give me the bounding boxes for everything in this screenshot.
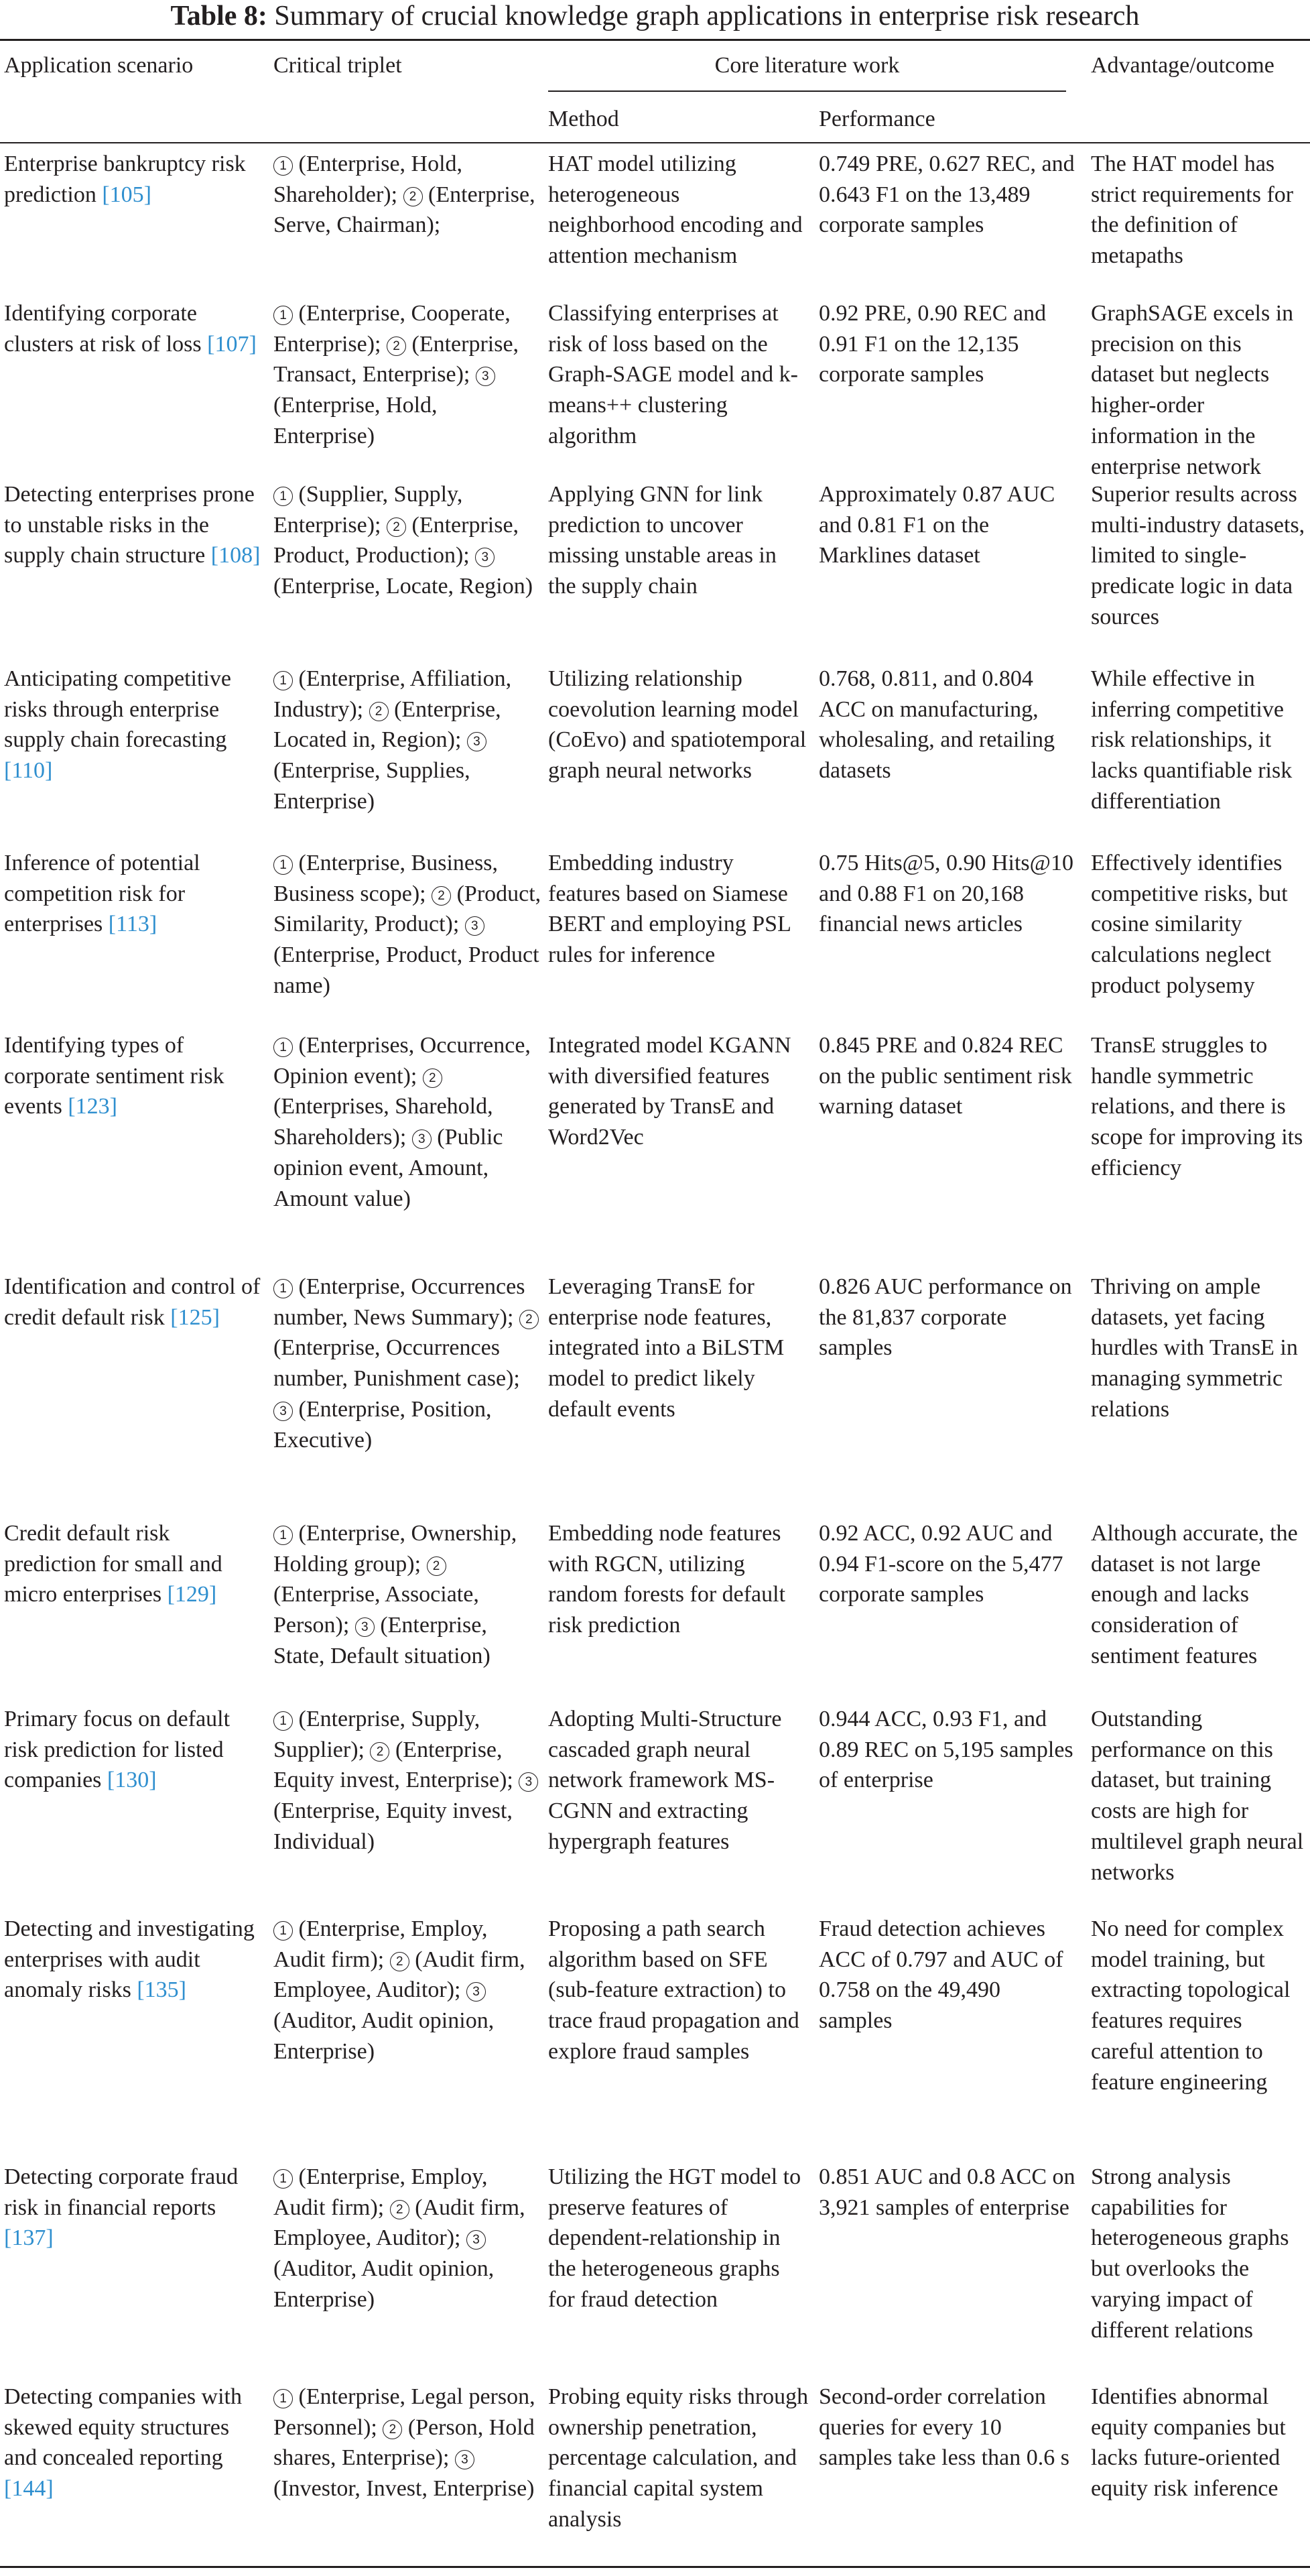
row-performance: Fraud detection achieves ACC of 0.797 and AUC of 0.758 on the 49,490 samples [819,1916,1063,2034]
row-triplets [273,1914,541,2067]
row-outcome: Superior results across multi-industry datasets, limited to single-predicate logic in data sources [1091,482,1305,629]
circled-number: 2 [519,1310,539,1329]
triplet-text: (Enterprises, Occurrence, Opinion event); [273,1033,531,1089]
row-method: Probing equity risks through ownership penetration, percentage calculation, and financial capital system analysis [548,2384,809,2532]
row-triplets [273,1518,541,1672]
circled-number: 1 [273,1711,293,1731]
triplet-text: (Enterprise, Employ, Audit firm); [273,1916,488,1972]
triplet-text: (Enterprise, Employ, Audit firm); [273,2164,488,2220]
table-caption [0,0,1310,34]
triplet-text: (Enterprise, Locate, Region) [273,574,533,599]
header-method: Method [548,107,619,131]
triplet-text: (Enterprise, Position, Executive) [273,1396,492,1453]
triplet-text: (Enterprise, Business, Business scope); [273,851,498,906]
row-outcome: Effectively identifies competitive risks, but cosine similarity calculations neglect product polysemy [1091,851,1288,998]
scenario-text: Detecting corporate fraud risk in financial reports [4,2164,239,2220]
scenario-text: Detecting enterprises prone to unstable risks in the supply chain structure [4,482,255,568]
circled-number: 3 [466,1982,486,2002]
circled-number: 1 [273,1279,293,1298]
triplet-text: (Enterprises, Sharehold, Shareholders); [273,1094,493,1150]
scenario-text: Credit default risk prediction for small and micro enterprises [4,1521,222,1607]
circled-number: 2 [370,1742,389,1762]
circled-number: 2 [369,702,389,721]
triplet-text: (Investor, Invest, Enterprise) [273,2476,535,2502]
row-scenario [4,1518,263,1610]
triplet-text: (Audit firm, Employee, Auditor); [273,1947,525,2003]
scenario-text: Primary focus on default risk prediction for listed companies [4,1707,231,1793]
triplet-text: (Enterprise, Equity invest, Enterprise); [273,1737,513,1793]
scenario-text: Anticipating competitive risks through enterprise supply chain forecasting [4,666,231,753]
scenario-text: Inference of potential competition risk for enterprises [4,851,200,937]
header-bottom-rule [0,142,1310,143]
row-scenario [4,848,263,940]
triplet-text: (Enterprise, State, Default situation) [273,1613,490,1668]
row-method: Proposing a path search algorithm based on SFE (sub-feature extraction) to trace fraud propagation and explore fraud samples [548,1916,799,2064]
row-scenario [4,149,263,210]
circled-number: 1 [273,1526,293,1545]
circled-number: 3 [455,2450,474,2469]
circled-number: 2 [387,336,406,356]
row-scenario [4,1272,263,1333]
row-performance: 0.851 AUC and 0.8 ACC on 3,921 samples of enterprise [819,2164,1075,2220]
triplet-text: (Product, Similarity, Product); [273,881,541,937]
row-performance: 0.749 PRE, 0.627 REC, and 0.643 F1 on the 13,489 corporate samples [819,151,1075,238]
row-outcome: The HAT model has strict requirements for the definition of metapaths [1091,151,1294,269]
row-method: Embedding node features with RGCN, utilizing random forests for default risk prediction [548,1521,786,1638]
row-scenario [4,664,263,786]
row-method: Leveraging TransE for enterprise node features, integrated into a BiLSTM model to predict likely default events [548,1274,785,1422]
row-triplets [273,1030,541,1214]
triplet-text: (Auditor, Audit opinion, Enterprise) [273,2256,495,2312]
circled-number: 2 [383,2420,402,2439]
triplet-text: (Enterprise, Supply, Supplier); [273,1707,480,1762]
reference-link[interactable]: [110] [4,758,53,784]
header-subrule [548,90,1066,92]
row-triplets [273,149,541,241]
header-outcome: Advantage/outcome [1091,53,1274,78]
triplet-text: (Enterprise, Hold, Shareholder); [273,151,463,207]
scenario-text: Identifying corporate clusters at risk of loss [4,301,202,357]
row-method: Integrated model KGANN with diversified features generated by TransE and Word2Vec [548,1033,791,1150]
circled-number: 3 [519,1772,538,1792]
triplet-text: (Public opinion event, Amount, Amount value) [273,1125,503,1211]
row-scenario [4,298,263,359]
row-triplets [273,664,541,817]
triplet-text: (Enterprise, Supplies, Enterprise) [273,758,470,814]
row-outcome: Outstanding performance on this dataset, but training costs are high for multilevel graph neural networks [1091,1707,1304,1885]
row-scenario [4,1914,263,2006]
triplet-text: (Enterprise, Located in, Region); [273,696,501,753]
header-core-literature: Core literature work [714,53,900,78]
circled-number: 1 [273,1921,293,1941]
triplet-text: (Person, Hold shares, Enterprise); [273,2414,535,2471]
circled-number: 3 [467,732,486,751]
top-rule [0,39,1310,41]
row-performance: 0.944 ACC, 0.93 F1, and 0.89 REC on 5,195 samples of enterprise [819,1707,1073,1793]
row-method: Applying GNN for link prediction to uncover missing unstable areas in the supply chain [548,482,777,599]
row-scenario [4,1030,263,1122]
scenario-text: Identifying types of corporate sentiment risk events [4,1033,224,1119]
circled-number: 1 [273,855,293,875]
circled-number: 3 [475,548,495,567]
triplet-text: (Enterprise, Affiliation, Industry); [273,666,512,722]
caption-label: Table 8: [170,1,267,32]
row-outcome: Thriving on ample datasets, yet facing hurdles with TransE in managing symmetric relations [1091,1274,1298,1422]
circled-number: 2 [403,187,423,206]
reference-link[interactable]: [130] [107,1768,157,1793]
row-triplets [273,2162,541,2315]
circled-number: 1 [273,2169,293,2189]
reference-link[interactable]: [113] [108,912,157,937]
triplet-text: (Enterprise, Occurrences number, News Summary); [273,1274,525,1330]
triplet-text: (Supplier, Supply, Enterprise); [273,482,463,538]
reference-link[interactable]: [135] [137,1977,186,2003]
row-performance: Approximately 0.87 AUC and 0.81 F1 on the Marklines dataset [819,482,1055,568]
triplet-text: (Audit firm, Employee, Auditor); [273,2195,525,2251]
triplet-text: (Enterprise, Occurrences number, Punishment case); [273,1335,520,1392]
header-performance: Performance [819,107,935,131]
row-method: Classifying enterprises at risk of loss based on the Graph-SAGE model and k-means++ clustering algorithm [548,301,798,448]
header-scenario: Application scenario [4,53,194,78]
triplet-text: (Enterprise, Serve, Chairman); [273,182,535,238]
circled-number: 3 [355,1617,375,1637]
row-triplets [273,479,541,602]
scenario-text: Identification and control of credit default risk [4,1274,261,1330]
row-triplets [273,1272,541,1455]
row-triplets [273,1704,541,1857]
triplet-text: (Auditor, Audit opinion, Enterprise) [273,2008,495,2064]
circled-number: 3 [466,2230,486,2250]
triplet-text: (Enterprise, Ownership, Holding group); [273,1521,517,1577]
row-performance: 0.75 Hits@5, 0.90 Hits@10 and 0.88 F1 on 20,168 financial news articles [819,851,1073,937]
row-outcome: No need for complex model training, but extracting topological features requires careful attention to feature engineering [1091,1916,1291,2095]
circled-number: 3 [476,367,495,386]
row-scenario [4,2162,263,2254]
row-performance: Second-order correlation queries for every 10 samples take less than 0.6 s [819,2384,1069,2471]
row-method: Utilizing the HGT model to preserve features of dependent-relationship in the heterogeneous graphs for fraud detection [548,2164,801,2312]
reference-link[interactable]: [129] [167,1582,217,1607]
scenario-text: Detecting and investigating enterprises with audit anomaly risks [4,1916,255,2003]
reference-link[interactable]: [107] [207,331,257,357]
header-triplet: Critical triplet [273,53,402,78]
row-triplets [273,298,541,452]
row-performance: 0.845 PRE and 0.824 REC on the public sentiment risk warning dataset [819,1033,1072,1119]
row-performance: 0.768, 0.811, and 0.804 ACC on manufacturing, wholesaling, and retailing datasets [819,666,1055,784]
reference-link[interactable]: [144] [4,2476,54,2502]
circled-number: 1 [273,487,293,506]
circled-number: 3 [273,1402,293,1421]
circled-number: 1 [273,2389,293,2408]
row-outcome: Although accurate, the dataset is not large enough and lacks consideration of sentiment features [1091,1521,1298,1668]
triplet-text: (Enterprise, Product, Product name) [273,942,539,998]
circled-number: 2 [427,1556,446,1576]
circled-number: 2 [423,1068,442,1088]
row-method: Embedding industry features based on Siamese BERT and employing PSL rules for inference [548,851,791,968]
triplet-text: (Enterprise, Hold, Enterprise) [273,393,438,448]
reference-link[interactable]: [123] [68,1094,118,1119]
reference-link[interactable]: [125] [170,1304,220,1330]
scenario-text: Enterprise bankruptcy risk prediction [4,151,246,207]
row-performance: 0.92 ACC, 0.92 AUC and 0.94 F1-score on the 5,477 corporate samples [819,1521,1063,1607]
row-performance: 0.826 AUC performance on the 81,837 corporate samples [819,1274,1072,1361]
circled-number: 2 [390,1952,409,1971]
scenario-text: Detecting companies with skewed equity structures and concealed reporting [4,2384,243,2471]
circled-number: 1 [273,156,293,176]
row-outcome: Identifies abnormal equity companies but lacks future-oriented equity risk inference [1091,2384,1286,2502]
row-outcome: GraphSAGE excels in precision on this dataset but neglects higher-order information in the enterprise network [1091,301,1294,479]
reference-link[interactable]: [137] [4,2225,54,2251]
row-triplets [273,2382,541,2504]
row-scenario [4,479,263,571]
row-outcome: Strong analysis capabilities for heterogeneous graphs but overlooks the varying impact of different relations [1091,2164,1289,2343]
circled-number: 1 [273,671,293,690]
row-scenario [4,1704,263,1796]
circled-number: 3 [465,916,484,936]
circled-number: 1 [273,1038,293,1057]
row-outcome: TransE struggles to handle symmetric relations, and there is scope for improving its efficiency [1091,1033,1303,1180]
row-method: HAT model utilizing heterogeneous neighborhood encoding and attention mechanism [548,151,803,269]
row-performance: 0.92 PRE, 0.90 REC and 0.91 F1 on the 12,135 corporate samples [819,301,1047,387]
circled-number: 1 [273,306,293,325]
triplet-text: (Enterprise, Legal person, Personnel); [273,2384,535,2440]
caption-text: Summary of crucial knowledge graph applications in enterprise risk research [274,1,1140,32]
circled-number: 3 [412,1129,432,1149]
triplet-text: (Enterprise, Transact, Enterprise); [273,331,519,387]
row-method: Adopting Multi-Structure cascaded graph neural network framework MS-CGNN and extracting hypergraph features [548,1707,782,1854]
triplet-text: (Enterprise, Cooperate, Enterprise); [273,301,511,357]
reference-link[interactable]: [105] [102,182,151,207]
triplet-text: (Enterprise, Product, Production); [273,512,519,568]
row-triplets [273,848,541,1001]
reference-link[interactable]: [108] [210,543,261,568]
row-outcome: While effective in inferring competitive risk relationships, it lacks quantifiable risk differentiation [1091,666,1293,814]
circled-number: 2 [390,2200,409,2219]
triplet-text: (Enterprise, Equity invest, Individual) [273,1798,513,1854]
triplet-text: (Enterprise, Associate, Person); [273,1582,479,1638]
row-scenario [4,2382,263,2504]
bottom-rule [0,2566,1310,2568]
row-method: Utilizing relationship coevolution learning model (CoEvo) and spatiotemporal graph neural networks [548,666,807,784]
circled-number: 2 [432,886,451,906]
circled-number: 2 [387,517,406,537]
